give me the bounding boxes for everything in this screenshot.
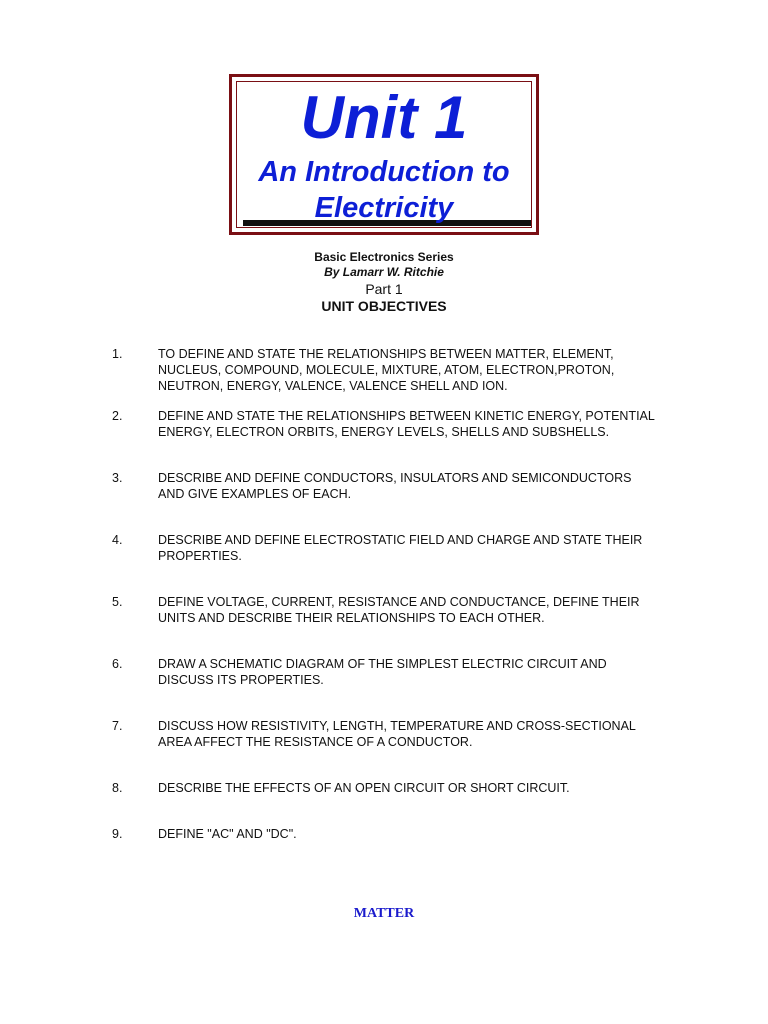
author-byline: By Lamarr W. Ritchie [324,265,444,279]
unit-subtitle-line-1: An Introduction to [258,156,510,188]
objective-number: 4. [112,533,123,547]
objective-text: DISCUSS HOW RESISTIVITY, LENGTH, TEMPERATURE AND CROSS-SECTIONAL AREA AFFECT THE RESISTANCE OF A CONDUCTOR. [158,719,636,749]
objective-item [0,470,768,532]
objective-text: DEFINE "AC" AND "DC". [158,827,297,841]
objective-text: DESCRIBE THE EFFECTS OF AN OPEN CIRCUIT OR SHORT CIRCUIT. [158,781,570,795]
objective-text: TO DEFINE AND STATE THE RELATIONSHIPS BETWEEN MATTER, ELEMENT, NUCLEUS, COMPOUND, MOLECULE, MIXTURE, ATOM, ELECTRON,PROTON, NEUTRON, ENERGY, VALENCE, VALENCE SHELL AND ION. [158,347,615,393]
objective-item [0,532,768,594]
objective-text: DESCRIBE AND DEFINE ELECTROSTATIC FIELD AND CHARGE AND STATE THEIR PROPERTIES. [158,533,643,563]
unit-title: Unit 1 [300,84,468,151]
objective-number: 3. [112,471,123,485]
objective-number: 8. [112,781,123,795]
objective-item [0,656,768,718]
objective-item [0,718,768,780]
objective-number: 1. [112,347,123,361]
objective-text: DRAW A SCHEMATIC DIAGRAM OF THE SIMPLEST ELECTRIC CIRCUIT AND DISCUSS ITS PROPERTIES. [158,657,607,687]
unit-subtitle [232,154,536,226]
unit-subtitle-line-2: Electricity [314,192,454,224]
objective-text: DESCRIBE AND DEFINE CONDUCTORS, INSULATORS AND SEMICONDUCTORS AND GIVE EXAMPLES OF EACH. [158,471,632,501]
objective-item [0,780,768,826]
objective-number: 9. [112,827,123,841]
objective-number: 6. [112,657,123,671]
objective-number: 2. [112,409,123,423]
part-label: Part 1 [365,281,403,297]
objective-text: DEFINE AND STATE THE RELATIONSHIPS BETWEEN KINETIC ENERGY, POTENTIAL ENERGY, ELECTRON ORBITS, ENERGY LEVELS, SHELLS AND SUBSHELLS. [158,409,655,439]
objective-item [0,346,768,408]
objective-item [0,826,768,856]
objective-item [0,408,768,470]
section-heading-matter: MATTER [353,906,415,921]
series-name: Basic Electronics Series [314,250,454,264]
objective-number: 5. [112,595,123,609]
objective-item [0,594,768,656]
objectives-heading: UNIT OBJECTIVES [321,298,447,314]
objectives-list [0,346,768,856]
objective-text: DEFINE VOLTAGE, CURRENT, RESISTANCE AND CONDUCTANCE, DEFINE THEIR UNITS AND DESCRIBE THEIR RELATIONSHIPS TO EACH OTHER. [158,595,640,625]
objective-number: 7. [112,719,123,733]
title-box [229,74,539,235]
